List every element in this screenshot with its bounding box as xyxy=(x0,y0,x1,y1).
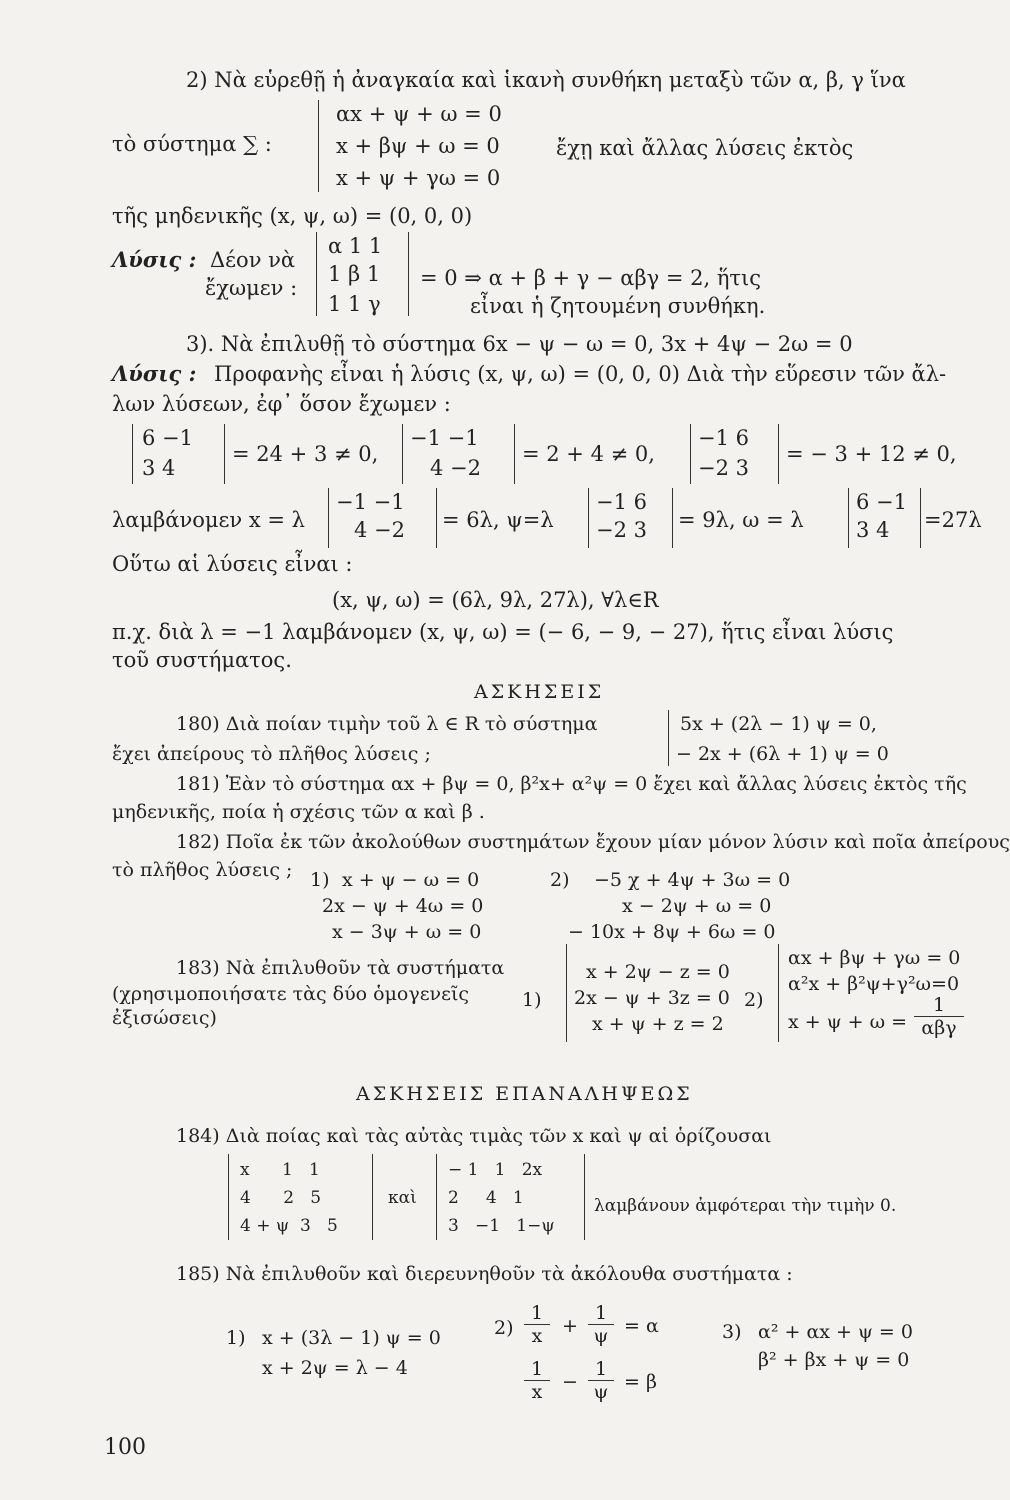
ex184-d1-bar-left xyxy=(228,1154,229,1240)
frac-a2-num: 1 xyxy=(594,1302,608,1324)
ex180-text1: 180) Διὰ ποίαν τιμὴν τοῦ λ ∈ R τὸ σύστημα xyxy=(176,713,598,735)
ex184-d1-r2: 4 2 5 xyxy=(240,1188,322,1208)
ex180-text2: ἔχει ἀπείρους τὸ πλῆθος λύσεις ; xyxy=(112,743,431,765)
frac-b2-den: ψ xyxy=(588,1380,614,1403)
example-text2: τοῦ συστήματος. xyxy=(112,648,292,672)
t1-row2: 4 −2 xyxy=(354,518,405,542)
ex182-s2-eq2: x − 2ψ + ω = 0 xyxy=(622,895,772,917)
ex183-text1: 183) Νὰ ἐπιλυθοῦν τὰ συστήματα xyxy=(176,957,505,979)
ex183-s2-eq1: αx + βψ + γω = 0 xyxy=(788,947,961,969)
d2-result: = 2 + 4 ≠ 0, xyxy=(522,442,655,466)
ex184-d1-r3: 4 + ψ 3 5 xyxy=(240,1216,338,1236)
frac-b1-num: 1 xyxy=(530,1358,544,1380)
ex184-d2-bar-left xyxy=(436,1154,437,1240)
t3-bar-left xyxy=(848,488,849,548)
ex183-s2-brace xyxy=(778,944,779,1042)
ex185-s1-eq1: x + (3λ − 1) ψ = 0 xyxy=(262,1327,441,1349)
t1-result: = 6λ, ψ=λ xyxy=(442,508,554,532)
ex183-s1-eq3: x + ψ + z = 2 xyxy=(592,1013,724,1035)
frac-b2-num: 1 xyxy=(594,1358,608,1380)
t3-result: =27λ xyxy=(924,508,982,532)
d1-row1: 6 −1 xyxy=(142,426,193,450)
t1-bar-right xyxy=(436,488,437,548)
ex183-s1-label: 1) xyxy=(522,989,542,1011)
ex185-frac-a1 xyxy=(524,1302,550,1347)
ex185-s3-label: 3) xyxy=(722,1321,742,1343)
d2-row1: −1 −1 xyxy=(410,426,479,450)
prob2-trivial: τῆς μηδενικῆς (x, ψ, ω) = (0, 0, 0) xyxy=(112,204,473,228)
general-solution: (x, ψ, ω) = (6λ, 9λ, 27λ), ∀λ∈R xyxy=(332,588,659,612)
prob2-eq2: x + βψ + ω = 0 xyxy=(336,134,500,158)
thus-text: Οὕτω αἱ λύσεις εἶναι : xyxy=(112,552,353,576)
system-brace xyxy=(318,100,319,192)
t3-row1: 6 −1 xyxy=(856,490,907,514)
ex185-eq-a: = α xyxy=(624,1315,659,1337)
ex184-and: καὶ xyxy=(388,1188,417,1208)
ex183-text3: ἐξισώσεις) xyxy=(112,1007,217,1029)
det-row1: α 1 1 xyxy=(328,234,383,258)
d1-bar-right xyxy=(224,424,225,484)
det-bar-right xyxy=(408,232,409,316)
d3-bar-left xyxy=(690,424,691,484)
ex185-frac-a2 xyxy=(588,1302,614,1347)
ex182-text2: τὸ πλῆθος λύσεις ; xyxy=(112,859,293,881)
d3-bar-right xyxy=(778,424,779,484)
t3-row2: 3 4 xyxy=(856,518,890,542)
d1-bar-left xyxy=(132,424,133,484)
d1-result: = 24 + 3 ≠ 0, xyxy=(232,442,379,466)
exercises-heading: ΑΣΚΗΣΕΙΣ xyxy=(474,681,605,703)
d3-result: = − 3 + 12 ≠ 0, xyxy=(786,442,957,466)
ex180-brace xyxy=(668,710,669,766)
ex185-s2-label: 2) xyxy=(494,1317,514,1339)
d1-row2: 3 4 xyxy=(142,456,176,480)
t2-result: = 9λ, ω = λ xyxy=(678,508,804,532)
prob3-solution-label: Λύσις : xyxy=(112,361,197,386)
prob2-solution-label: Λύσις : xyxy=(112,247,197,272)
ex184-text: 184) Διὰ ποίας καὶ τὰς αὐτὰς τιμὰς τῶν x καὶ ψ αἱ ὁρίζουσαι xyxy=(176,1125,772,1147)
ex185-s1-label: 1) xyxy=(226,1327,246,1349)
ex185-text: 185) Νὰ ἐπιλυθοῦν καὶ διερευνηθοῦν τὰ ἀκόλουθα συστήματα : xyxy=(176,1263,793,1285)
t1-bar-left xyxy=(328,488,329,548)
review-heading: ΑΣΚΗΣΕΙΣ ΕΠΑΝΑΛΗΨΕΩΣ xyxy=(356,1083,693,1105)
det-bar-left xyxy=(316,232,317,316)
d2-bar-right xyxy=(514,424,515,484)
prob2-system-label: τὸ σύστημα ∑ : xyxy=(112,132,272,156)
ex181-text1: 181) Ἐὰν τὸ σύστημα αx + βψ = 0, β²x+ α²ψ = 0 ἔχει καὶ ἄλλας λύσεις ἐκτὸς τῆς xyxy=(176,773,967,795)
ex182-s1-eq3: x − 3ψ + ω = 0 xyxy=(332,921,482,943)
page-number: 100 xyxy=(104,1435,146,1460)
prob2-side: ἔχῃ καὶ ἄλλας λύσεις ἐκτὸς xyxy=(556,136,854,160)
det-row3: 1 1 γ xyxy=(328,292,381,316)
ex182-s2-eq3: − 10x + 8ψ + 6ω = 0 xyxy=(568,921,776,943)
example-text: π.χ. διὰ λ = −1 λαμβάνομεν (x, ψ, ω) = (− 6, − 9, − 27), ἥτις εἶναι λύσις xyxy=(112,620,894,644)
d2-row2: 4 −2 xyxy=(430,456,481,480)
ex183-s2-label: 2) xyxy=(744,989,764,1011)
t2-bar-right xyxy=(672,488,673,548)
ex185-s1-eq2: x + 2ψ = λ − 4 xyxy=(262,1357,408,1379)
ex182-s1-eq1: x + ψ − ω = 0 xyxy=(342,869,480,891)
ex183-s1-eq1: x + 2ψ − z = 0 xyxy=(586,961,730,983)
ex182-text1: 182) Ποῖα ἐκ τῶν ἀκολούθων συστημάτων ἔχουν μίαν μόνον λύσιν καὶ ποῖα ἀπείρους xyxy=(176,831,1010,853)
prob3-title: 3). Νὰ ἐπιλυθῇ τὸ σύστημα 6x − ψ − ω = 0, 3x + 4ψ − 2ω = 0 xyxy=(186,332,853,356)
d3-row1: −1 6 xyxy=(698,426,749,450)
ex184-d2-bar-right xyxy=(584,1154,585,1240)
ex184-tail: λαμβάνουν ἀμφότεραι τὴν τιμὴν 0. xyxy=(594,1196,897,1216)
ex183-s2-eq2: α²x + β²ψ+γ²ω=0 xyxy=(788,973,960,995)
prob3-sol-text: Προφανὴς εἶναι ἡ λύσις (x, ψ, ω) = (0, 0, 0) Διὰ τὴν εὕρεσιν τῶν ἄλ- xyxy=(214,362,947,386)
ex185-frac-b1 xyxy=(524,1358,550,1403)
ex184-d2-r2: 2 4 1 xyxy=(448,1188,524,1208)
ex183-frac-den: αβγ xyxy=(914,1016,964,1039)
t2-bar-left xyxy=(588,488,589,548)
ex182-s2-label: 2) xyxy=(550,869,570,891)
t2-row2: −2 3 xyxy=(596,518,647,542)
ex182-s1-eq2: 2x − ψ + 4ω = 0 xyxy=(322,895,484,917)
ex185-s3-eq2: β² + βx + ψ = 0 xyxy=(758,1349,910,1371)
ex185-plus: + xyxy=(562,1315,578,1337)
ex180-eq1: 5x + (2λ − 1) ψ = 0, xyxy=(680,713,877,735)
ex185-eq-b: = β xyxy=(624,1371,657,1393)
ex184-d1-r1: x 1 1 xyxy=(240,1160,320,1180)
prob3-sol-text2: λων λύσεων, ἐφ᾽ ὅσον ἔχωμεν : xyxy=(112,392,451,416)
frac-a2-den: ψ xyxy=(588,1324,614,1347)
ex185-minus: − xyxy=(562,1371,578,1393)
d3-row2: −2 3 xyxy=(698,456,749,480)
ex185-s3-eq1: α² + αx + ψ = 0 xyxy=(758,1321,913,1343)
prob2-eq3: x + ψ + γω = 0 xyxy=(336,166,501,190)
ex183-s2-eq3: x + ψ + ω = xyxy=(788,1011,908,1033)
take-x: λαμβάνομεν x = λ xyxy=(112,508,305,532)
frac-a1-num: 1 xyxy=(530,1302,544,1324)
ex183-s1-eq2: 2x − ψ + 3z = 0 xyxy=(574,987,730,1009)
prob2-title: 2) Νὰ εὑρεθῇ ἡ ἀναγκαία καὶ ἱκανὴ συνθήκη μεταξὺ τῶν α, β, γ ἵνα xyxy=(186,68,906,92)
ex181-text2: μηδενικῆς, ποία ἡ σχέσις τῶν α καὶ β . xyxy=(112,801,485,823)
ex184-d2-r3: 3 −1 1−ψ xyxy=(448,1216,555,1236)
ex180-eq2: − 2x + (6λ + 1) ψ = 0 xyxy=(676,743,889,765)
ex184-d2-r1: − 1 1 2x xyxy=(448,1160,543,1180)
ex183-frac-num: 1 xyxy=(932,994,946,1016)
ex183-fraction xyxy=(914,994,964,1039)
t2-row1: −1 6 xyxy=(596,490,647,514)
d2-bar-left xyxy=(402,424,403,484)
ex182-s1-label: 1) xyxy=(310,869,330,891)
ex185-frac-b2 xyxy=(588,1358,614,1403)
prob2-sol-text1: Δέον νὰ xyxy=(210,248,296,272)
frac-a1-den: x xyxy=(524,1324,550,1347)
det-result: = 0 ⇒ α + β + γ − αβγ = 2, ἥτις xyxy=(420,266,762,290)
frac-b1-den: x xyxy=(524,1380,550,1403)
prob2-sol-text2: ἔχωμεν : xyxy=(205,276,298,300)
ex182-s2-eq1: −5 χ + 4ψ + 3ω = 0 xyxy=(594,869,791,891)
ex183-s1-brace xyxy=(566,944,567,1042)
det-note: εἶναι ἡ ζητουμένη συνθήκη. xyxy=(470,294,766,318)
prob2-eq1: αx + ψ + ω = 0 xyxy=(336,102,502,126)
t3-bar-right xyxy=(920,488,921,548)
ex183-text2: (χρησιμοποιήσατε τὰς δύο ὁμογενεῖς xyxy=(112,983,470,1005)
t1-row1: −1 −1 xyxy=(336,490,405,514)
det-row2: 1 β 1 xyxy=(328,262,381,286)
ex184-d1-bar-right xyxy=(372,1154,373,1240)
